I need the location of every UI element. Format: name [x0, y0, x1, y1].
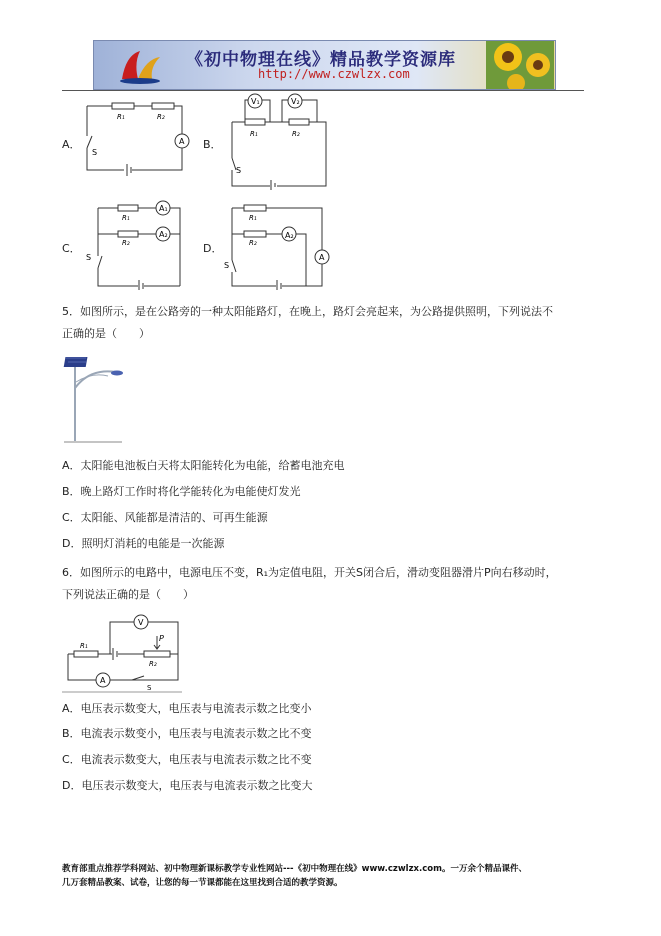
- svg-text:A: A: [179, 137, 185, 146]
- solar-street-lamp-image: [62, 354, 124, 446]
- header-banner: [93, 40, 556, 90]
- svg-text:R₂: R₂: [157, 113, 165, 121]
- q6-stem-line2: 下列说法正确的是（ ）: [62, 588, 194, 601]
- svg-text:R₁: R₁: [80, 642, 88, 650]
- site-logo: [116, 45, 166, 85]
- svg-text:A: A: [100, 676, 106, 685]
- svg-text:V₂: V₂: [291, 97, 300, 106]
- svg-text:R₁: R₁: [250, 130, 258, 138]
- svg-text:A₁: A₁: [159, 204, 168, 213]
- sunflower-image: [486, 40, 554, 90]
- svg-text:S: S: [236, 166, 242, 175]
- q4-circuit-d: [222, 198, 334, 290]
- q5-option-c: C．太阳能、风能都是清洁的、可再生能源: [62, 511, 268, 524]
- page-footer: [62, 862, 602, 890]
- q6-circuit-diagram: [62, 610, 184, 694]
- q4-option-c-label: C．: [62, 242, 81, 255]
- footer-line2: 几万套精品教案、试卷，让您的每一节课都能在这里找到合适的教学资源。: [62, 878, 343, 888]
- svg-text:R₂: R₂: [249, 239, 257, 247]
- q5-stem-line1: 5．如图所示，是在公路旁的一种太阳能路灯，在晚上，路灯会亮起来，为公路提供照明，下列说法不: [62, 305, 553, 318]
- q4-circuit-a: [82, 100, 202, 176]
- svg-text:R₂: R₂: [292, 130, 300, 138]
- svg-text:R₂: R₂: [149, 660, 157, 668]
- svg-text:S: S: [92, 148, 98, 157]
- q4-option-a-label: A．: [62, 138, 81, 151]
- svg-text:V: V: [138, 618, 144, 627]
- q6-stem-line1: 6．如图所示的电路中，电源电压不变，R₁为定值电阻，开关S闭合后，滑动变阻器滑片P向右移动时，: [62, 566, 557, 579]
- q6-option-a: A．电压表示数变大，电压表与电流表示数之比变小: [62, 702, 312, 715]
- svg-text:P: P: [159, 634, 164, 643]
- q5-option-d: D．照明灯消耗的电能是一次能源: [62, 537, 225, 550]
- q4-circuit-c: [80, 198, 190, 290]
- svg-text:V₁: V₁: [251, 97, 260, 106]
- svg-text:S: S: [147, 684, 152, 692]
- q5-option-a: A．太阳能电池板白天将太阳能转化为电能，给蓄电池充电: [62, 459, 345, 472]
- q6-option-d: D．电压表示数变大，电压表与电流表示数之比变大: [62, 779, 313, 792]
- q5-option-b: B．晚上路灯工作时将化学能转化为电能使灯发光: [62, 485, 301, 498]
- svg-text:S: S: [224, 261, 230, 270]
- svg-text:S: S: [86, 253, 92, 262]
- svg-text:R₂: R₂: [122, 239, 130, 247]
- q4-option-b-label: B．: [203, 138, 222, 151]
- svg-text:A₂: A₂: [159, 230, 168, 239]
- banner-title: 《初中物理在线》精品教学资源库: [186, 50, 456, 70]
- q4-circuit-b: [222, 90, 332, 190]
- svg-text:A₂: A₂: [285, 231, 294, 240]
- svg-text:R₁: R₁: [249, 214, 257, 222]
- svg-text:R₁: R₁: [122, 214, 130, 222]
- banner-url[interactable]: http://www.czwlzx.com: [258, 67, 410, 81]
- q6-option-c: C．电流表示数变大，电压表与电流表示数之比不变: [62, 753, 312, 766]
- q6-option-b: B．电流表示数变小，电压表与电流表示数之比不变: [62, 727, 312, 740]
- q5-stem-line2: 正确的是（ ）: [62, 327, 150, 340]
- footer-line1: 教育部重点推荐学科网站、初中物理新课标教学专业性网站---《初中物理在线》www.czwlzx.com。一万余个精品课件、: [62, 864, 527, 874]
- svg-text:R₁: R₁: [117, 113, 125, 121]
- q4-option-d-label: D．: [203, 242, 223, 255]
- svg-text:A: A: [319, 253, 325, 262]
